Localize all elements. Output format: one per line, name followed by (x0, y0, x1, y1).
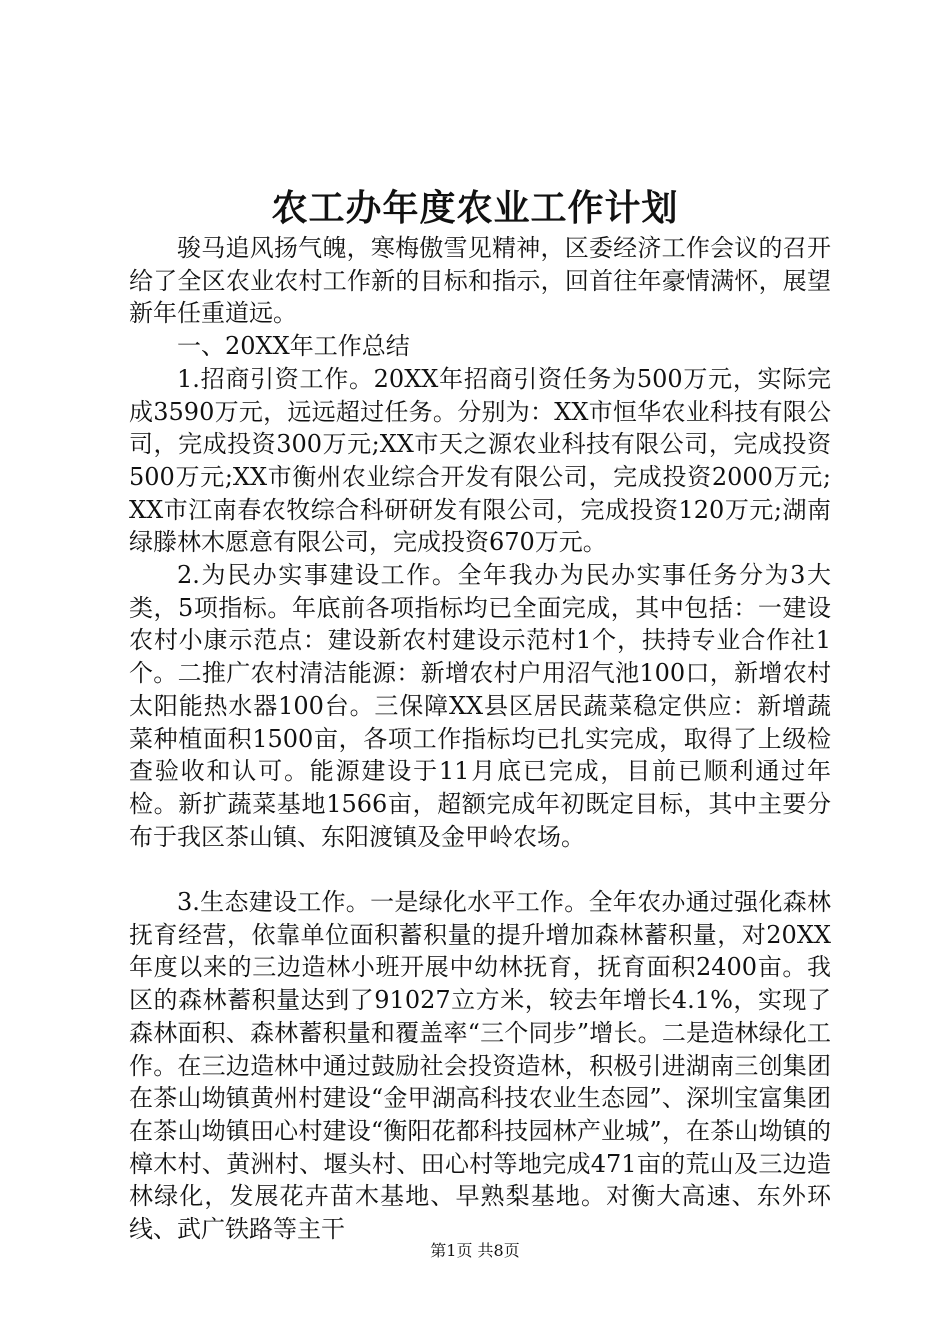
section-heading: 一、20XX年工作总结 (177, 332, 410, 361)
page-footer: 第1页 共8页 (430, 1241, 520, 1260)
paragraph-ecology: 3.生态建设工作。一是绿化水平工作。全年农办通过强化森林抚育经营，依靠单位面积蓄积量的提升增加森林蓄积量，对20XX年度以来的三边造林小班开展中幼林抚育，抚育面积2400亩。我区的森林蓄积量达到了91027立方米，较去年增长4.1%，实现了森林面积、森林蓄积量和覆盖率“三个同步”增长。二是造林绿化工作。在三边造林中通过鼓励社会投资造林，积极引进湖南三创集团在茶山坳镇黄州村建设“金甲湖高科技农业生态园”、深圳宝富集团在茶山坳镇田心村建设“衡阳花都科技园林产业城”，在茶山坳镇的樟木村、黄洲村、堰头村、田心村等地完成471亩的荒山及三边造林绿化，发展花卉苗木基地、早熟梨基地。对衡大高速、东外环线、武广铁路等主干 (129, 888, 831, 1244)
document-title: 农工办年度农业工作计划 (271, 188, 679, 229)
paragraph-public-affairs: 2.为民办实事建设工作。全年我办为民办实事任务分为3大类，5项指标。年底前各项指标均已全面完成，其中包括：一建设农村小康示范点：建设新农村建设示范村1个，扶持专业合作社1个。二推广农村清洁能源：新增农村户用沼气池100口，新增农村太阳能热水器100台。三保障XX县区居民蔬菜稳定供应：新增蔬菜种植面积1500亩，各项工作指标均已扎实完成，取得了上级检查验收和认可。能源建设于11月底已完成，目前已顺利通过年检。新扩蔬菜基地1566亩，超额完成年初既定目标，其中主要分布于我区茶山镇、东阳渡镇及金甲岭农场。 (129, 561, 831, 851)
paragraph-intro: 骏马追风扬气魄，寒梅傲雪见精神，区委经济工作会议的召开给了全区农业农村工作新的目标和指示，回首往年豪情满怀，展望新年任重道远。 (129, 234, 831, 328)
document-body (129, 232, 831, 1246)
paragraph-investment: 1.招商引资工作。20XX年招商引资任务为500万元，实际完成3590万元，远远超过任务。分别为：XX市恒华农业科技有限公司，完成投资300万元;XX市天之源农业科技有限公司，完成投资500万元;XX市衡州农业综合开发有限公司，完成投资2000万元;XX市江南春农牧综合科研研发有限公司，完成投资120万元;湖南绿滕林木愿意有限公司，完成投资670万元。 (129, 364, 831, 557)
